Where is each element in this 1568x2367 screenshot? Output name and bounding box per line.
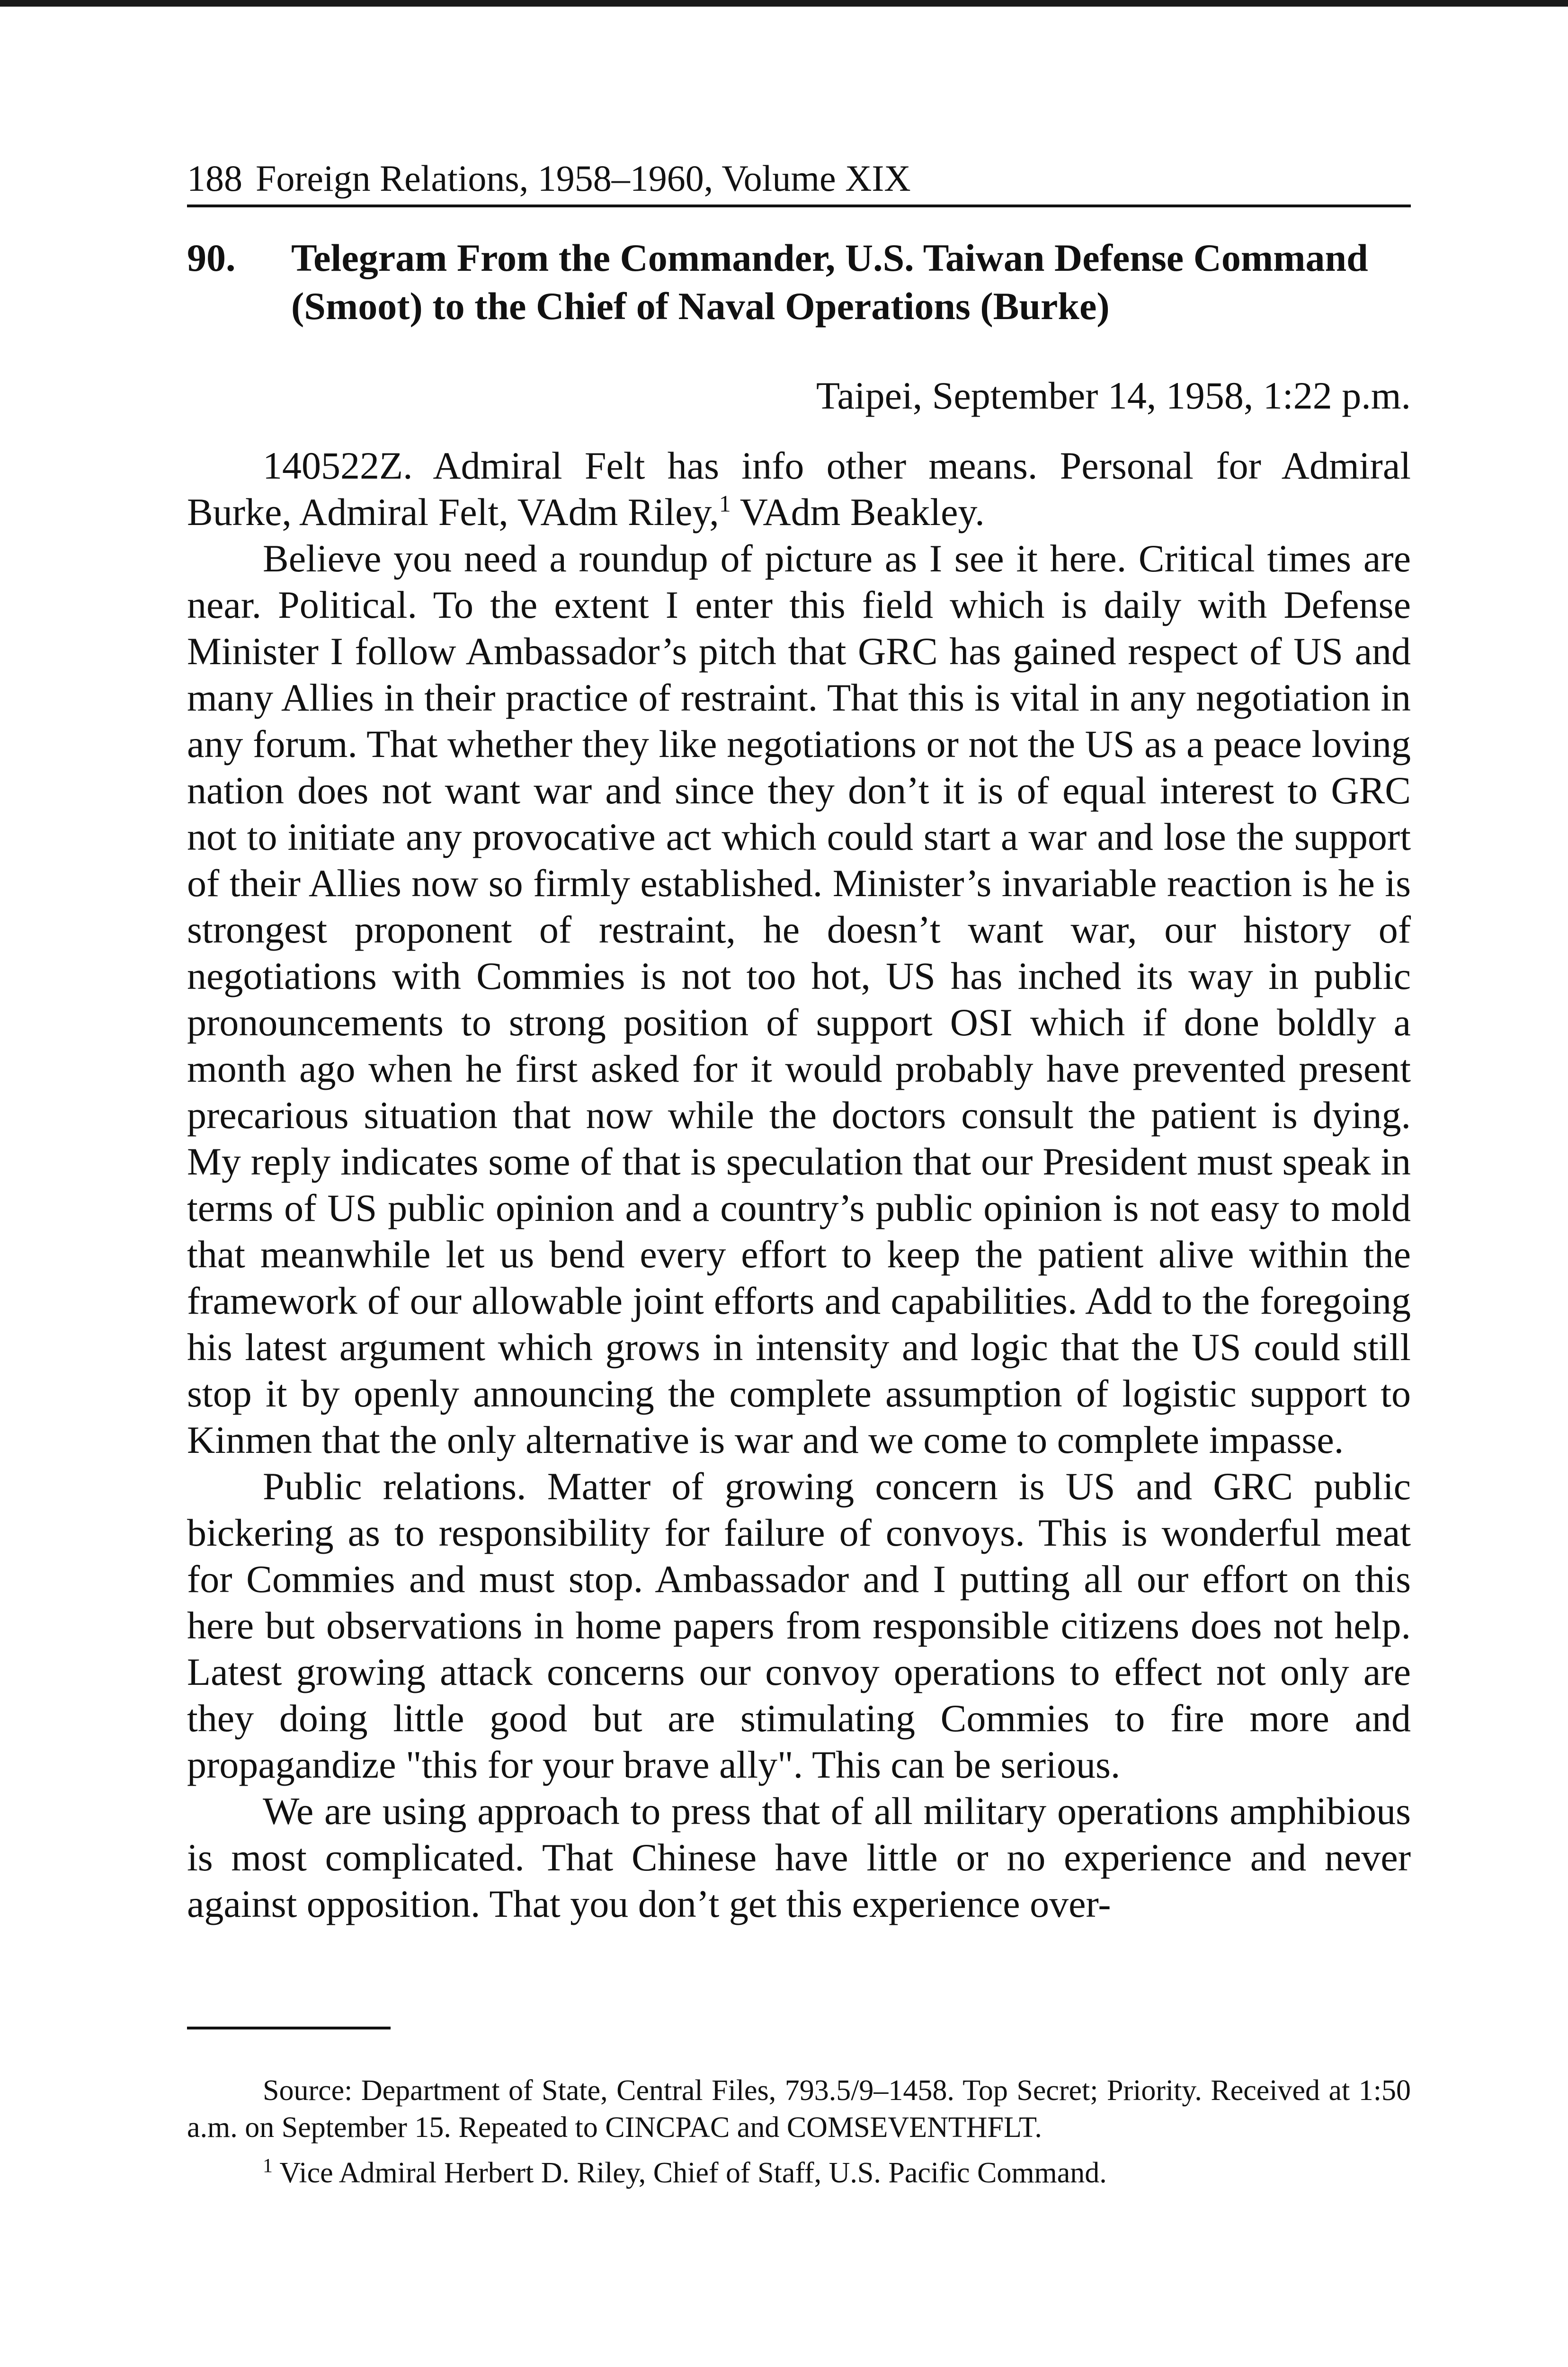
document-page (187, 156, 1411, 2200)
footnote-rule (187, 2027, 391, 2029)
page-number: 188 (187, 158, 242, 199)
source-note: Source: Department of State, Central Files, 793.5/9–1458. Top Secret; Priority. Received at 1:50 a.m. on September 15. Repeated to CINCPAC and COMSEVENTHFLT. (187, 2074, 1411, 2144)
paragraph-1-tail: VAdm Beakley. (731, 490, 985, 534)
header-rule (187, 205, 1411, 207)
document-body (187, 443, 1411, 1927)
page-top-edge (0, 0, 1568, 7)
paragraph-1-text: 140522Z. Admiral Felt has info other means. Personal for Admiral Burke, Admiral Felt, VAdm Riley, (187, 444, 1411, 534)
footnote-1-text: Vice Admiral Herbert D. Riley, Chief of Staff, U.S. Pacific Command. (273, 2156, 1107, 2189)
body-paragraph-4: We are using approach to press that of all military operations amphibious is most complicated. That Chinese have little or no experience and never against opposition. That you don’t get this experience over- (187, 1789, 1411, 1925)
dateline: Taipei, September 14, 1958, 1:22 p.m. (816, 374, 1411, 417)
footnote-ref-1: 1 (719, 490, 731, 517)
running-title: Foreign Relations, 1958–1960, Volume XIX (256, 158, 911, 199)
running-header (187, 156, 1411, 205)
footnotes (187, 2072, 1411, 2191)
footnote-1 (187, 2154, 1411, 2191)
body-paragraph-3: Public relations. Matter of growing concern is US and GRC public bickering as to responsibility for failure of convoys. This is wonderful meat for Commies and must stop. Ambassador and I putting all our effort on this here but observations in home papers from responsible citizens does not help. Latest growing attack concerns our convoy operations to effect not only are they doing little good but are stimulating Commies to fire more and propagandize "this for your brave ally". This can be serious. (187, 1464, 1411, 1786)
document-title: Telegram From the Commander, U.S. Taiwan Defense Command (Smoot) to the Chief of Naval Operations (Burke) (291, 236, 1368, 328)
document-heading (187, 234, 1411, 331)
footnote-1-marker: 1 (263, 2155, 273, 2177)
body-paragraph-1 (187, 443, 1411, 535)
body-paragraph-2: Believe you need a roundup of picture as I see it here. Critical times are near. Political. To the extent I enter this field which is daily with Defense Minister I follow Ambassador’s pitch that GRC has gained respect of US and many Allies in their practice of restraint. That this is vital in any negotiation in any forum. That whether they like negotiations or not the US as a peace loving nation does not want war and since they don’t it is of equal interest to GRC not to initiate any provocative act which could start a war and lose the support of their Allies now so firmly established. Minister’s invariable reaction is he is strongest proponent of restraint, he doesn’t want war, our history of negotiations with Commies is not too hot, US has inched its way in public pronouncements to strong position of support OSI which if done boldly a month ago when he first asked for it would probably have prevented present precarious situation that now while the doctors consult the patient is dying. My reply indicates some of that is speculation that our President must speak in terms of US public opinion and a country’s public opinion is not easy to mold that meanwhile let us bend every effort to keep the patient alive within the framework of our allowable joint efforts and capabilities. Add to the foregoing his latest argument which grows in intensity and logic that the US could still stop it by openly announcing the complete assumption of logistic support to Kinmen that the only alternative is war and we come to complete impasse. (187, 536, 1411, 1461)
document-number: 90. (187, 236, 236, 279)
